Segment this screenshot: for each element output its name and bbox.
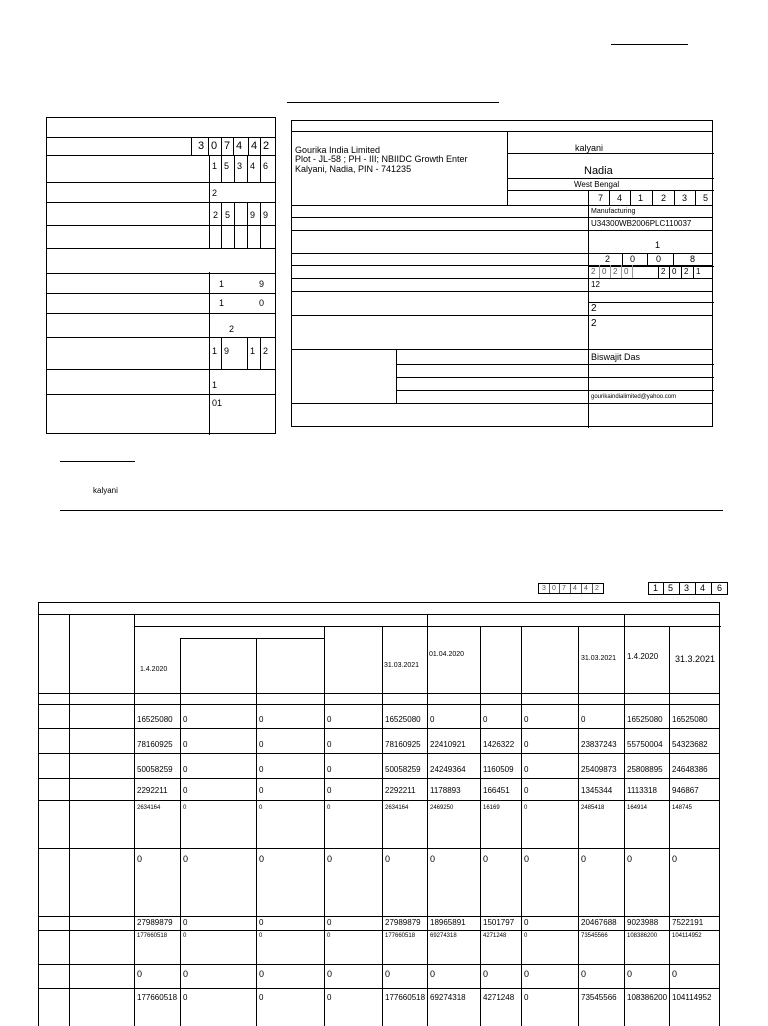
left-row4-digit-3: 9 [250, 210, 256, 220]
code2-digit-2: 5 [668, 583, 674, 593]
table-cell: 4271248 [483, 993, 515, 1002]
table-cell: 0 [581, 715, 586, 724]
table-cell: 0 [430, 715, 435, 724]
table-cell: 0 [483, 969, 489, 979]
table-cell: 0 [327, 969, 333, 979]
code1-digit-1: 3 [542, 585, 546, 592]
header-closing-gross: 31.03.2021 [384, 662, 420, 669]
asset-table [38, 602, 720, 1026]
left-row10-digit-4: 2 [263, 346, 269, 356]
table-cell: 2634164 [385, 805, 409, 811]
date-digit-5: 2 [661, 267, 666, 276]
table-cell: 0 [385, 854, 391, 864]
year-digit-3: 0 [656, 254, 662, 264]
left-row2-digit-3: 3 [237, 161, 243, 171]
place-rule-short [60, 461, 135, 462]
table-cell: 0 [327, 993, 332, 1002]
table-cell: 108386200 [627, 993, 668, 1002]
table-cell: 20467688 [581, 918, 617, 927]
table-cell: 0 [327, 765, 332, 774]
table-cell: 1160509 [483, 765, 514, 774]
table-cell: 2469250 [430, 805, 454, 811]
table-cell: 0 [183, 715, 188, 724]
table-cell: 0 [137, 969, 143, 979]
company-city-pin: Kalyani, Nadia, PIN - 741235 [295, 164, 412, 174]
code2-digit-4: 4 [700, 583, 706, 593]
table-cell: 0 [385, 969, 391, 979]
table-cell: 0 [524, 854, 530, 864]
value-two-b: 2 [591, 318, 597, 329]
table-cell: 24249364 [430, 765, 466, 774]
code1-digit-4: 4 [573, 585, 577, 592]
right-form [291, 120, 713, 427]
date-digit-1: 2 [591, 267, 596, 276]
activity-value: Manufacturing [591, 208, 636, 215]
table-cell: 0 [183, 933, 187, 939]
table-cell: 2634164 [137, 805, 161, 811]
table-cell: 0 [524, 805, 528, 811]
table-cell: 0 [430, 969, 436, 979]
table-cell: 0 [183, 993, 188, 1002]
table-cell: 2292211 [385, 786, 416, 795]
district-value: Nadia [584, 165, 613, 177]
table-cell: 166451 [483, 786, 510, 795]
table-cell: 0 [524, 786, 529, 795]
code1-digit-6: 2 [595, 585, 599, 592]
top-right-rule [611, 44, 688, 45]
table-cell: 2292211 [137, 786, 168, 795]
table-cell: 0 [137, 854, 143, 864]
table-cell: 0 [259, 969, 265, 979]
table-cell: 0 [327, 854, 333, 864]
date-digit-6: 0 [672, 267, 677, 276]
place-rule-long [60, 510, 723, 511]
table-cell: 50058259 [137, 765, 173, 774]
table-cell: 0 [524, 993, 529, 1002]
table-cell: 16525080 [627, 715, 663, 724]
table-cell: 0 [259, 854, 265, 864]
table-cell: 0 [183, 805, 187, 811]
company-address-line: Plot - JL-58 ; PH - III; NBIIDC Growth Enter [295, 154, 468, 164]
code1-digit-3: 7 [562, 585, 566, 592]
table-cell: 104114952 [672, 933, 702, 939]
table-cell: 0 [259, 740, 264, 749]
table-cell: 0 [259, 933, 263, 939]
table-cell: 177660518 [385, 933, 416, 939]
left-row2-digit-2: 5 [224, 161, 230, 171]
table-cell: 164914 [627, 805, 648, 811]
table-cell: 0 [259, 805, 263, 811]
table-cell: 104114952 [672, 993, 712, 1002]
table-cell: 69274318 [430, 933, 457, 939]
year-digit-1: 2 [605, 254, 611, 264]
left-code-digit-2: 0 [211, 140, 218, 152]
code2-digit-1: 1 [653, 583, 659, 593]
table-cell: 16525080 [672, 715, 708, 724]
table-cell: 18965891 [430, 918, 466, 927]
code1-digit-2: 0 [552, 585, 556, 592]
table-cell: 0 [627, 969, 633, 979]
table-cell: 0 [524, 765, 529, 774]
table-cell: 0 [327, 918, 332, 927]
left-row4-digit-4: 9 [263, 210, 269, 220]
left-row4-digit-1: 2 [213, 210, 219, 220]
table-cell: 1501797 [483, 918, 515, 927]
pin-digit-1: 7 [598, 193, 604, 203]
date-digit-8: 1 [696, 267, 701, 276]
left-row10-digit-3: 1 [250, 346, 256, 356]
left-row2-digit-5: 6 [263, 161, 269, 171]
table-cell: 148745 [672, 805, 693, 811]
year-digit-4: 8 [690, 254, 696, 264]
left-row10-digit-1: 1 [212, 346, 218, 356]
table-cell: 1178893 [430, 786, 461, 795]
left-row7-b: 9 [259, 279, 265, 289]
table-cell: 0 [327, 786, 332, 795]
table-cell: 73545566 [581, 993, 617, 1002]
title-rule [287, 102, 499, 103]
table-cell: 0 [327, 715, 332, 724]
left-code-digit-6: 2 [263, 140, 270, 152]
table-cell: 16525080 [385, 715, 421, 724]
table-cell: 0 [183, 854, 189, 864]
pin-digit-4: 2 [661, 193, 667, 203]
code-box-small [538, 583, 604, 594]
company-name: Gourika India Limited [295, 145, 381, 155]
left-form [46, 117, 276, 434]
table-cell: 22410921 [430, 740, 466, 749]
code1-digit-5: 4 [584, 585, 588, 592]
table-cell: 25808895 [627, 765, 663, 774]
table-cell: 73545566 [581, 933, 608, 939]
header-closing-dep: 31.03.2021 [581, 655, 617, 662]
left-code-digit-1: 3 [198, 140, 205, 152]
table-cell: 2485418 [581, 805, 605, 811]
table-cell: 0 [524, 933, 528, 939]
table-cell: 27989879 [137, 918, 173, 927]
table-cell: 50058259 [385, 765, 421, 774]
table-cell: 0 [259, 786, 264, 795]
table-cell: 27989879 [385, 918, 421, 927]
place-value: kalyani [93, 486, 118, 495]
table-cell: 16525080 [137, 715, 173, 724]
header-net-opening: 1.4.2020 [627, 652, 659, 661]
pin-digit-3: 1 [638, 193, 644, 203]
table-cell: 0 [672, 969, 678, 979]
table-cell: 1345344 [581, 786, 613, 795]
table-cell: 177660518 [137, 993, 178, 1002]
table-cell: 0 [524, 918, 529, 927]
table-cell: 0 [327, 933, 331, 939]
table-cell: 0 [483, 854, 489, 864]
table-cell: 0 [672, 854, 678, 864]
pin-digit-2: 4 [617, 193, 623, 203]
table-cell: 0 [581, 854, 587, 864]
table-cell: 0 [259, 765, 264, 774]
city-value: kalyani [575, 143, 604, 153]
table-cell: 0 [483, 715, 488, 724]
value-one: 1 [655, 240, 661, 250]
code-box-large [648, 582, 728, 595]
table-cell: 177660518 [137, 933, 168, 939]
table-cell: 9023988 [627, 918, 659, 927]
state-value: West Bengal [574, 180, 620, 189]
table-cell: 177660518 [385, 993, 426, 1002]
value-two-a: 2 [591, 303, 597, 314]
table-cell: 0 [581, 969, 587, 979]
code2-digit-5: 6 [717, 583, 723, 593]
table-cell: 0 [183, 765, 188, 774]
table-cell: 1426322 [483, 740, 515, 749]
header-opening-dep: 01.04.2020 [429, 651, 465, 658]
table-cell: 0 [183, 918, 188, 927]
table-cell: 0 [627, 854, 633, 864]
table-cell: 7522191 [672, 918, 704, 927]
code2-digit-3: 3 [684, 583, 690, 593]
email-value: gourikaindialimited@yahoo.com [591, 394, 677, 400]
table-cell: 78160925 [385, 740, 421, 749]
left-row8-b: 0 [259, 298, 265, 308]
left-code-digit-4: 4 [236, 140, 243, 152]
left-row2-digit-1: 1 [212, 161, 218, 171]
table-cell: 54323682 [672, 740, 708, 749]
table-cell: 55750004 [627, 740, 663, 749]
table-cell: 25409873 [581, 765, 617, 774]
left-row12-value: 01 [212, 398, 223, 408]
value-twelve: 12 [591, 280, 600, 289]
table-cell: 0 [430, 854, 436, 864]
table-cell: 23837243 [581, 740, 617, 749]
left-row8-a: 1 [219, 298, 225, 308]
left-row2-digit-4: 4 [250, 161, 256, 171]
left-row10-digit-2: 9 [224, 346, 230, 356]
left-row7-a: 1 [219, 279, 225, 289]
year-digit-2: 0 [630, 254, 636, 264]
table-cell: 946867 [672, 786, 699, 795]
pin-digit-5: 3 [682, 193, 688, 203]
left-row3-value: 2 [212, 188, 218, 198]
table-cell: 0 [524, 969, 530, 979]
left-code-digit-3: 7 [224, 140, 231, 152]
table-cell: 78160925 [137, 740, 173, 749]
left-row4-digit-2: 5 [225, 210, 231, 220]
left-row9-value: 2 [229, 324, 235, 334]
table-cell: 0 [259, 918, 264, 927]
table-cell: 24648386 [672, 765, 708, 774]
table-cell: 0 [183, 969, 189, 979]
table-cell: 0 [327, 805, 331, 811]
date-digit-2: 0 [602, 267, 607, 276]
contact-name: Biswajit Das [591, 352, 641, 362]
table-cell: 0 [524, 740, 529, 749]
pin-digit-6: 5 [703, 193, 709, 203]
table-cell: 4271248 [483, 933, 507, 939]
table-cell: 0 [183, 740, 188, 749]
cin-value: U34300WB2006PLC110037 [591, 219, 692, 228]
table-cell: 0 [327, 740, 332, 749]
table-cell: 0 [524, 715, 529, 724]
table-cell: 0 [259, 715, 264, 724]
header-net-closing: 31.3.2021 [675, 654, 716, 664]
table-cell: 69274318 [430, 993, 466, 1002]
left-row11-value: 1 [212, 380, 218, 390]
header-opening-gross: 1.4.2020 [140, 666, 168, 673]
table-cell: 1113318 [627, 786, 657, 795]
table-cell: 108386200 [627, 933, 658, 939]
date-digit-4: 0 [624, 267, 629, 276]
date-digit-7: 2 [684, 267, 689, 276]
date-digit-3: 2 [613, 267, 618, 276]
table-cell: 0 [259, 993, 264, 1002]
table-cell: 16169 [483, 805, 500, 811]
left-code-digit-5: 4 [251, 140, 258, 152]
table-cell: 0 [183, 786, 188, 795]
